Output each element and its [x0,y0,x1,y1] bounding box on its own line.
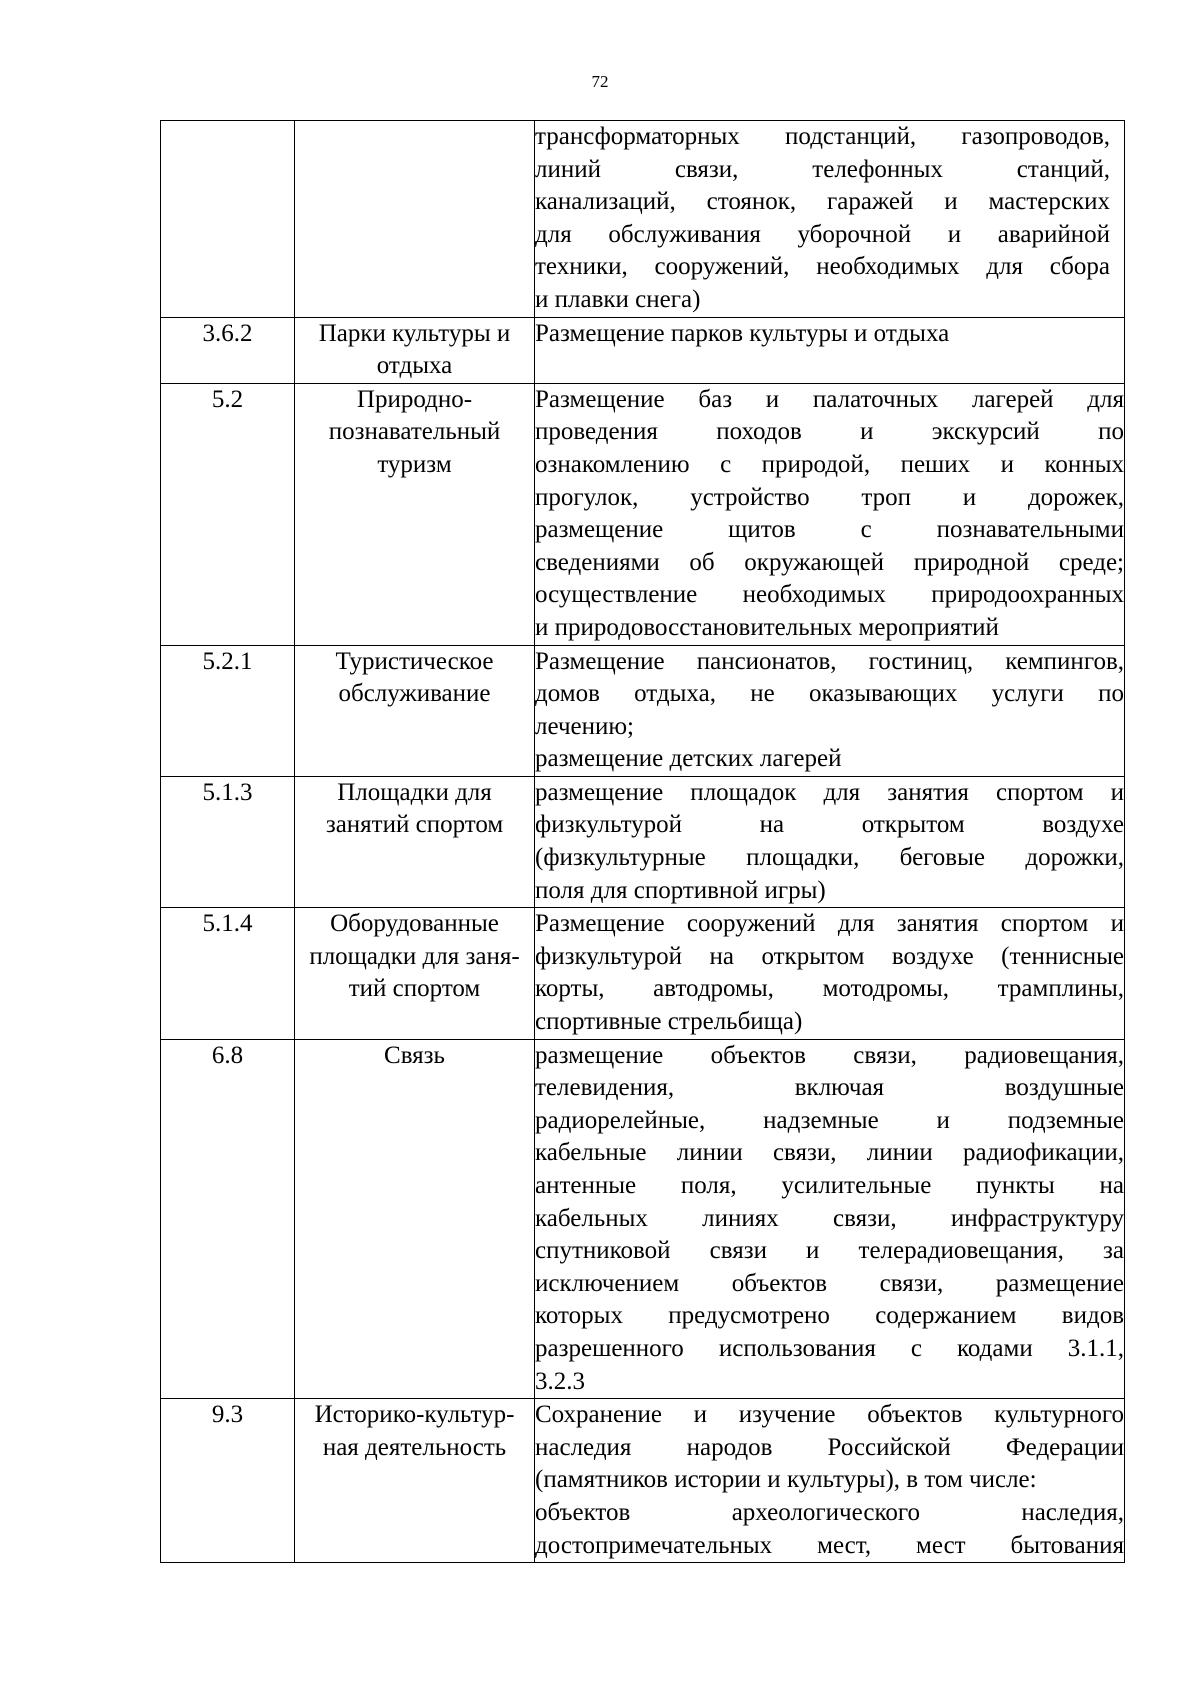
description-line: кабельные линии связи, линии радиофикации, [535,1139,1124,1167]
code-cell: 9.3 [161,1399,295,1563]
code-cell [161,121,295,318]
name-line: Связь [384,1041,445,1069]
name-line: тий спортом [348,975,481,1003]
description-line: разрешенного использования с кодами 3.1.1, [535,1334,1124,1362]
name-line: площадки для заня- [309,942,520,970]
table-row [161,1399,1125,1563]
name-line: Туристическое [335,647,494,675]
description-line: объектов археологического наследия, [535,1498,1124,1526]
description-line: кабельных линиях связи, инфраструктуру [535,1204,1124,1232]
description-line: антенные поля, усилительные пункты на [535,1172,1124,1199]
code-cell: 3.6.2 [161,317,295,383]
name-line: ная деятельность [322,1433,507,1461]
name-cell [295,317,535,383]
name-line: Площадки для [337,778,492,806]
description-line: Размещение сооружений для занятия спортом и [535,910,1124,938]
name-line: занятий спортом [325,811,504,839]
description-line: проведения походов и экскурсий по [535,418,1124,446]
description-line: и плавки снега) [535,285,701,313]
code-cell: 5.2.1 [161,645,295,776]
page-number: 72 [591,72,609,91]
description-line: достопримечательных мест, мест бытования [535,1531,1124,1559]
name-line: Историко-культур- [314,1401,515,1429]
description-cell [535,1039,1125,1399]
table-row [161,121,1125,318]
description-cell [535,645,1125,776]
description-cell [535,383,1125,645]
description-line: трансформаторных подстанций, газопроводов, [535,123,1110,150]
description-line: спортивные стрельбища) [535,1008,803,1036]
name-line: обслуживание [338,680,491,708]
code-cell: 5.2 [161,383,295,645]
table-row [161,1039,1125,1399]
description-line: техники, сооружений, необходимых для сбора [535,253,1110,281]
description-line: линий связи, телефонных станций, [535,155,1110,183]
name-line: познавательный [328,418,501,446]
description-line: ознакомлению с природой, пеших и конных [535,450,1124,478]
description-cell [535,776,1125,907]
description-line: физкультурой на открытом воздухе (теннисные [535,942,1124,970]
description-line: сведениями об окружающей природной среде; [535,548,1124,576]
description-line: Сохранение и изучение объектов культурного [535,1401,1124,1429]
description-line: размещение детских лагерей [535,745,842,773]
table-row [161,776,1125,907]
name-line: туризм [377,450,452,478]
description-line: размещение объектов связи, радиовещания, [535,1041,1124,1069]
table-body [161,121,1125,1563]
name-cell [295,776,535,907]
name-cell [295,1039,535,1399]
description-line: для обслуживания уборочной и аварийной [535,220,1110,248]
description-line: размещение щитов с познавательными [535,516,1124,544]
description-cell [535,121,1125,318]
code-cell: 6.8 [161,1039,295,1399]
description-line: Размещение парков культуры и отдыха [535,319,950,347]
name-line: Природно- [356,385,473,413]
description-line: Размещение пансионатов, гостиниц, кемпингов, [535,647,1124,675]
description-line: исключением объектов связи, размещение [535,1269,1124,1297]
description-line: лечению; [535,712,634,740]
description-line: 3.2.3 [535,1367,585,1395]
code-cell: 5.1.3 [161,776,295,907]
description-line: наследия народов Российской Федерации [535,1433,1124,1461]
description-cell [535,908,1125,1039]
name-cell [295,645,535,776]
name-cell [295,383,535,645]
name-cell [295,908,535,1039]
name-line: отдыха [376,352,453,380]
description-line: (памятников истории и культуры), в том числе: [535,1466,1037,1494]
description-cell [535,1399,1125,1563]
description-line: которых предусмотрено содержанием видов [535,1302,1124,1330]
name-line: Парки культуры и [318,319,511,347]
table-row [161,383,1125,645]
code-cell: 5.1.4 [161,908,295,1039]
description-line: канализаций, стоянок, гаражей и мастерских [535,188,1110,216]
description-line: радиорелейные, надземные и подземные [535,1106,1124,1134]
description-line: домов отдыха, не оказывающих услуги по [535,680,1124,708]
description-line: спутниковой связи и телерадиовещания, за [535,1237,1124,1265]
land-use-table [160,120,1125,1563]
description-cell [535,317,1125,383]
name-cell [295,121,535,318]
description-line: поля для спортивной игры) [535,876,826,904]
description-line: Размещение баз и палаточных лагерей для [535,385,1124,413]
table-row [161,317,1125,383]
name-cell [295,1399,535,1563]
description-line: корты, автодромы, мотодромы, трамплины, [535,975,1124,1003]
name-line: Оборудованные [330,910,499,938]
description-line: телевидения, включая воздушные [535,1074,1124,1102]
table-row [161,908,1125,1039]
description-line: физкультурой на открытом воздухе [535,811,1124,839]
table-row [161,645,1125,776]
description-line: размещение площадок для занятия спортом и [535,778,1124,806]
description-line: прогулок, устройство троп и дорожек, [535,483,1124,511]
description-line: (физкультурные площадки, беговые дорожки, [535,844,1124,872]
description-line: и природовосстановительных мероприятий [535,613,999,641]
description-line: осуществление необходимых природоохранных [535,581,1124,609]
